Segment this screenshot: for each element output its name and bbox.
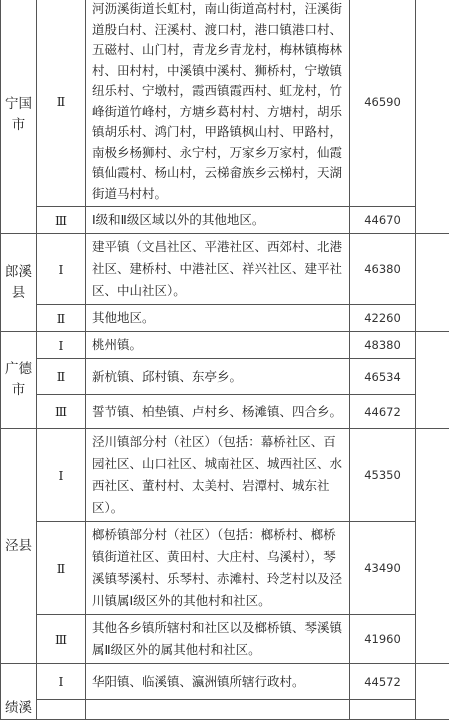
table-row — [1, 429, 449, 522]
county-cell: 泾县 — [1, 429, 37, 664]
blank-cell — [416, 0, 449, 234]
table-row — [1, 305, 449, 332]
blank-cell — [416, 332, 449, 429]
level-cell: Ⅱ — [37, 305, 86, 332]
area-cell: 泾川镇部分村（社区）（包括：幕桥社区、百园社区、山口社区、城南社区、城西社区、水西社区、董村村、太美村、岩潭村、城东社区）。 — [86, 429, 350, 522]
wage-cell — [350, 700, 416, 720]
wage-cell: 45350 — [350, 429, 416, 522]
county-name-line: 郎溪 — [5, 264, 32, 280]
area-cell: 建平镇（文昌社区、平港社区、西郊村、北港社区、建桥村、中港社区、祥兴社区、建平社区、中山社区）。 — [86, 234, 350, 305]
county-name-line: 宁国 — [5, 96, 32, 112]
county-name-line: 市 — [12, 117, 26, 133]
wage-cell: 44572 — [350, 664, 416, 700]
wage-cell: 44672 — [350, 395, 416, 429]
area-cell: 桃州镇。 — [86, 332, 350, 359]
table-row — [1, 522, 449, 615]
level-cell: Ⅰ — [37, 332, 86, 359]
table-row — [1, 207, 449, 234]
table-row — [1, 359, 449, 395]
wage-cell: 43490 — [350, 522, 416, 615]
table-row — [1, 234, 449, 305]
table-row — [1, 395, 449, 429]
level-cell: Ⅱ — [37, 0, 86, 207]
blank-cell — [416, 429, 449, 664]
wage-cell: 46534 — [350, 359, 416, 395]
county-cell — [1, 234, 37, 332]
level-cell — [37, 700, 86, 720]
area-cell: Ⅰ级和Ⅱ级区域以外的其他地区。 — [86, 207, 350, 234]
table-row — [1, 332, 449, 359]
level-cell: Ⅲ — [37, 207, 86, 234]
county-name-line: 县 — [12, 285, 26, 301]
table-row — [1, 664, 449, 700]
wage-cell: 46380 — [350, 234, 416, 305]
level-cell: Ⅲ — [37, 395, 86, 429]
area-cell: 其他各乡镇所辖村和社区以及榔桥镇、琴溪镇属Ⅱ级区外的属其他村和社区。 — [86, 615, 350, 664]
table-row — [1, 615, 449, 664]
county-cell — [1, 332, 37, 429]
area-cell: 誓节镇、柏垫镇、卢村乡、杨滩镇、四合乡。 — [86, 395, 350, 429]
area-cell — [86, 700, 350, 720]
wage-cell: 44670 — [350, 207, 416, 234]
county-cell — [1, 0, 37, 234]
blank-cell — [416, 234, 449, 332]
level-cell: Ⅰ — [37, 429, 86, 522]
area-cell: 榔桥镇部分村（社区）（包括：榔桥村、榔桥镇街道社区、黄田村、大庄村、乌溪村），琴溪镇琴溪村、乐琴村、赤滩村、玲芝村以及泾川镇属Ⅰ级区外的其他村和社区。 — [86, 522, 350, 615]
county-cell: 绩溪 — [1, 664, 37, 720]
area-cell: 华阳镇、临溪镇、瀛洲镇所辖行政村。 — [86, 664, 350, 700]
table-row — [1, 700, 449, 720]
level-cell: Ⅰ — [37, 234, 86, 305]
county-name-line: 广德 — [5, 361, 32, 377]
level-cell: Ⅰ — [37, 664, 86, 700]
level-cell: Ⅱ — [37, 359, 86, 395]
wage-cell: 48380 — [350, 332, 416, 359]
level-cell: Ⅲ — [37, 615, 86, 664]
area-cell: 新杭镇、邱村镇、东亭乡。 — [86, 359, 350, 395]
level-cell: Ⅱ — [37, 522, 86, 615]
wage-cell: 41960 — [350, 615, 416, 664]
area-cell: 河沥溪街道长虹村，南山街道高村村，汪溪街道殷白村、汪溪村、渡口村，港口镇港口村、五磁村、山门村，青龙乡青龙村，梅林镇梅林村、田村村，中溪镇中溪村、狮桥村，宁墩镇纽乐村、宁墩村，霞西镇霞西村、虹龙村，竹峰街道竹峰村，方塘乡葛村村、方塘村，胡乐镇胡乐村、鸿门村，甲路镇枫山村、甲路村，南极乡杨狮村、永宁村，万家乡万家村，仙霞镇仙霞村、杨山村，云梯畲族乡云梯村，天湖街道马村村。 — [86, 0, 350, 207]
wage-cell: 42260 — [350, 305, 416, 332]
wage-cell: 46590 — [350, 0, 416, 207]
table-row — [1, 0, 449, 207]
blank-cell — [416, 664, 449, 720]
county-name-line: 市 — [12, 382, 26, 398]
area-cell: 其他地区。 — [86, 305, 350, 332]
